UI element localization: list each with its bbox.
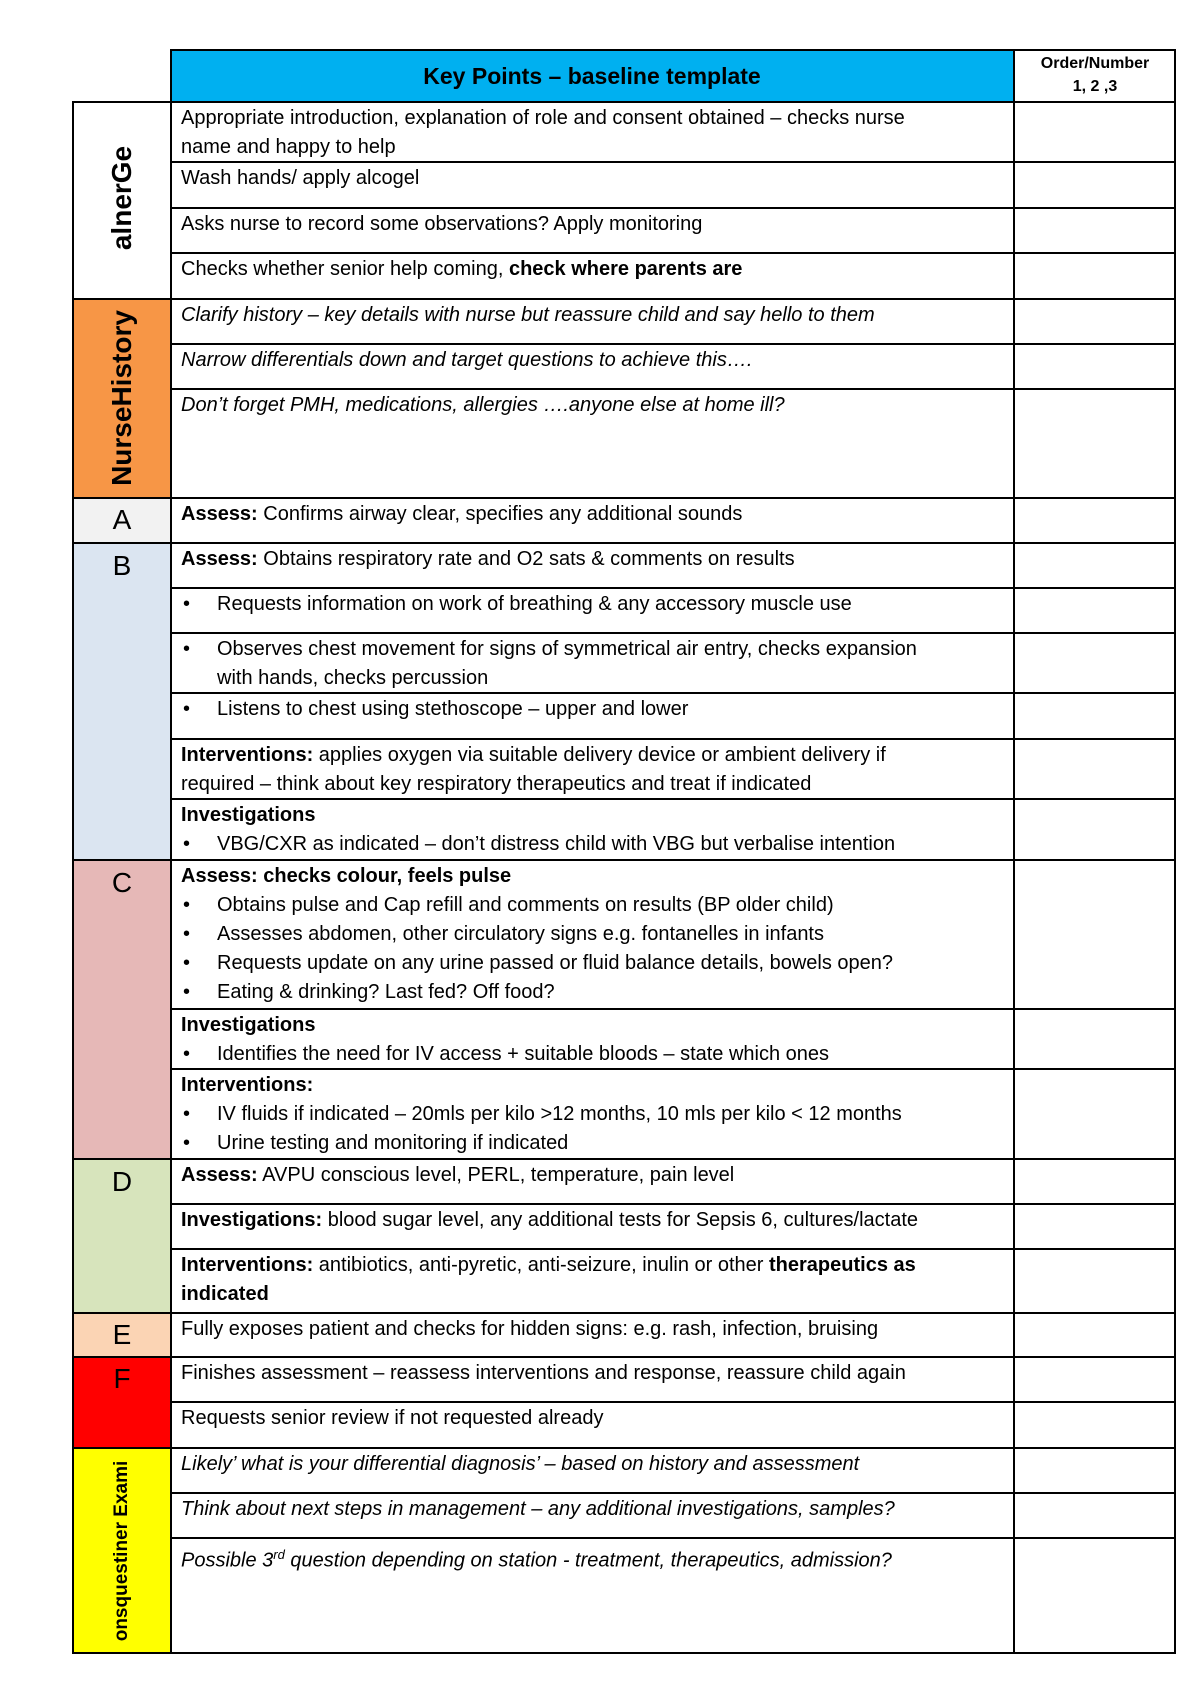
row-senior-help: [181, 255, 1006, 284]
section-label-general: alnerGe: [106, 145, 137, 251]
row-exposure: Fully exposes patient and checks for hidden signs: e.g. rash, infection, bruising: [181, 1318, 879, 1340]
row-introduction: [181, 104, 1006, 162]
list-item: • Observes chest movement for signs of symmetrical air entry, checks expansion: [181, 635, 1006, 664]
grid-line: [170, 1537, 1176, 1539]
row-label: Assess:: [181, 503, 258, 525]
row-text-bold: indicated: [181, 1283, 269, 1305]
row-disability-investigations: [181, 1206, 1006, 1235]
row-line: [181, 741, 1006, 770]
list-item: • VBG/CXR as indicated – don’t distress child with VBG but verbalise intention: [181, 830, 1006, 859]
grid-line: [170, 1008, 1176, 1010]
grid-line: [72, 542, 1176, 544]
row-circulation-interventions: [181, 1071, 1006, 1158]
row-text-bold: therapeutics as: [769, 1254, 916, 1276]
row-label: Investigations: [181, 1014, 316, 1036]
grid-line: [170, 1203, 1176, 1205]
list-item: • Assesses abdomen, other circulatory signs e.g. fontanelles in infants: [181, 920, 1006, 949]
section-label-b: B: [112, 550, 132, 581]
list-item: • IV fluids if indicated – 20mls per kilo >12 months, 10 mls per kilo < 12 months: [181, 1100, 1006, 1129]
row-text: Possible 3: [181, 1549, 274, 1572]
grid-line: [170, 587, 1176, 589]
section-label-c: C: [111, 867, 133, 898]
row-chest-movement: [181, 635, 1006, 693]
section-label-exam: onsquestiner Exami: [111, 1460, 132, 1642]
row-breathing-assess: [181, 545, 1006, 574]
grid-line: [72, 497, 1176, 499]
grid-line: [72, 1447, 1176, 1449]
row-label: Interventions:: [181, 1074, 314, 1096]
row-label: Assess:: [181, 548, 258, 570]
grid-line: [72, 298, 1176, 300]
row-wash-hands: Wash hands/ apply alcogel: [181, 167, 420, 189]
row-text: applies oxygen via suitable delivery device or ambient delivery if: [313, 744, 886, 766]
row-differential-diagnosis: Likely’ what is your differential diagnosis’ – based on history and assessment: [181, 1453, 860, 1475]
row-text-bold: check where parents are: [508, 258, 743, 280]
row-text: blood sugar level, any additional tests for Sepsis 6, cultures/lactate: [322, 1209, 919, 1231]
grid-line: [170, 252, 1176, 254]
list-item-continued: with hands, checks percussion: [217, 667, 489, 689]
row-label: Assess:: [181, 1164, 258, 1186]
table-title: Key Points – baseline template: [423, 62, 761, 89]
row-text: Confirms airway clear, specifies any additional sounds: [257, 503, 743, 525]
grid-line: [170, 1401, 1176, 1403]
row-label: Interventions:: [181, 744, 314, 766]
section-b-cell: [73, 543, 171, 860]
grid-line: [170, 738, 1176, 740]
row-finishes-assessment: Finishes assessment – reassess interventions and response, reassure child again: [181, 1362, 906, 1384]
row-label: Assess: checks colour, feels pulse: [181, 865, 512, 887]
grid-line: [170, 632, 1176, 634]
section-c-cell: [73, 860, 171, 1159]
row-circulation-investigations: [181, 1011, 1006, 1069]
grid-line: [1013, 49, 1015, 1654]
section-label-e: E: [112, 1319, 132, 1350]
list-item: • Requests information on work of breathing & any accessory muscle use: [181, 590, 1006, 619]
order-header-line2: 1, 2 ,3: [1072, 78, 1118, 95]
grid-line: [72, 1158, 1176, 1160]
grid-line: [170, 343, 1176, 345]
grid-line: [72, 1312, 1176, 1314]
grid-line: [170, 207, 1176, 209]
row-text: Appropriate introduction, explanation of role and consent obtained – checks nurse: [181, 107, 905, 129]
row-line: [181, 1251, 1006, 1280]
section-label-a: A: [112, 504, 132, 535]
row-clarify-history: Clarify history – key details with nurse but reassure child and say hello to them: [181, 304, 875, 326]
row-breathing-interventions: [181, 741, 1006, 799]
grid-line: [170, 1248, 1176, 1250]
row-text: Obtains respiratory rate and O2 sats & comments on results: [257, 548, 795, 570]
list-item: • Urine testing and monitoring if indicated: [181, 1129, 1006, 1158]
row-label: Investigations:: [181, 1209, 323, 1231]
grid-line: [72, 1652, 1176, 1654]
list-item: • Obtains pulse and Cap refill and comments on results (BP older child): [181, 891, 1006, 920]
row-text: required – think about key respiratory therapeutics and treat if indicated: [181, 773, 812, 795]
row-airway-assess: [181, 500, 1006, 529]
section-label-f: F: [113, 1363, 131, 1394]
row-text: antibiotics, anti-pyretic, anti-seizure, inulin or other: [313, 1254, 770, 1276]
grid-line: [72, 859, 1176, 861]
grid-line: [72, 1356, 1176, 1358]
row-text: Checks whether senior help coming,: [181, 258, 509, 280]
row-pmh: Don’t forget PMH, medications, allergies ….anyone else at home ill?: [181, 394, 785, 416]
row-breathing-investigations: [181, 801, 1006, 859]
list-item: • Identifies the need for IV access + suitable bloods – state which ones: [181, 1040, 1006, 1069]
row-disability-interventions: [181, 1251, 1006, 1309]
row-text: question depending on station - treatment, therapeutics, admission?: [284, 1549, 892, 1572]
order-number-header: [1014, 52, 1176, 102]
section-label-d: D: [111, 1166, 133, 1197]
grid-line: [170, 49, 172, 1654]
row-disability-assess: [181, 1161, 1006, 1190]
row-third-question: [181, 1540, 1006, 1576]
row-label: Investigations: [181, 804, 316, 826]
row-next-steps: Think about next steps in management – any additional investigations, samples?: [181, 1498, 895, 1520]
grid-line: [170, 388, 1176, 390]
row-stethoscope: [181, 695, 1006, 724]
list-item: • Listens to chest using stethoscope – upper and lower: [181, 695, 1006, 724]
row-text: name and happy to help: [181, 136, 396, 158]
row-senior-review: Requests senior review if not requested already: [181, 1407, 604, 1429]
row-circulation-assess: [181, 862, 1006, 1007]
row-observations: Asks nurse to record some observations? Apply monitoring: [181, 213, 703, 235]
order-header-line1: Order/Number: [1040, 55, 1150, 72]
section-label-history: NurseHistory: [106, 310, 137, 486]
row-work-of-breathing: [181, 590, 1006, 619]
row-label: Interventions:: [181, 1254, 314, 1276]
grid-line: [170, 1492, 1176, 1494]
list-item: • Eating & drinking? Last fed? Off food?: [181, 978, 1006, 1007]
row-text: AVPU conscious level, PERL, temperature, pain level: [257, 1164, 735, 1186]
grid-line: [1174, 49, 1176, 1654]
row-text-superscript: rd: [273, 1547, 285, 1562]
list-item: • Requests update on any urine passed or fluid balance details, bowels open?: [181, 949, 1006, 978]
row-narrow-differentials: Narrow differentials down and target questions to achieve this….: [181, 349, 753, 371]
